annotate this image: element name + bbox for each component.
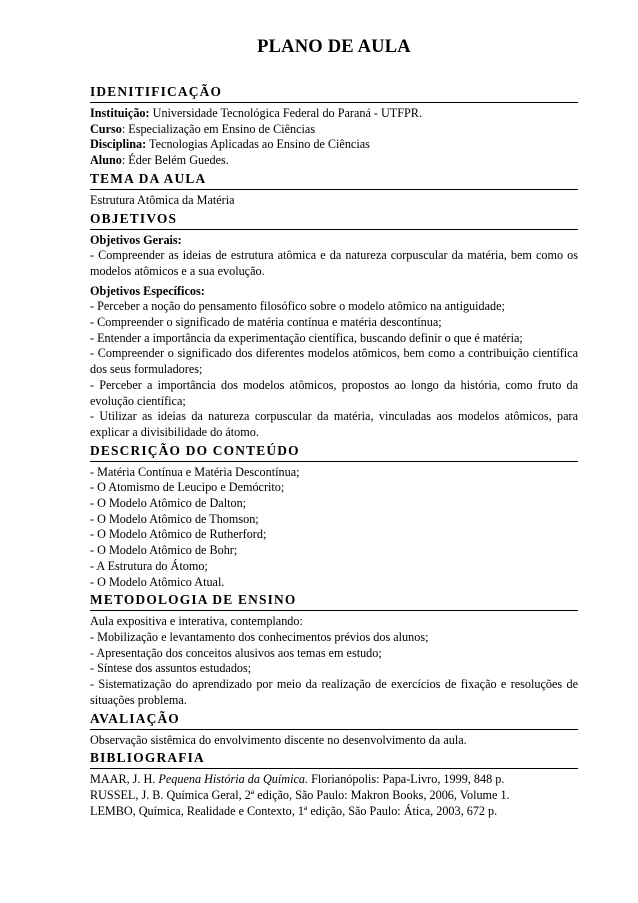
- section-heading-avaliacao: AVALIAÇÃO: [90, 711, 578, 730]
- curso-label: Curso: [90, 121, 122, 136]
- bibliografia-ref: RUSSEL, J. B. Química Geral, 2ª edição, São Paulo: Makron Books, 2006, Volume 1.: [90, 787, 510, 802]
- conteudo-item: - O Atomismo de Leucipo e Demócrito;: [90, 480, 285, 495]
- section-heading-bibliografia: BIBLIOGRAFIA: [90, 750, 578, 769]
- metodologia-item: - Sistematização do aprendizado por meio da realização de exercícios de fixação e resoluções de situações problema.: [90, 677, 578, 707]
- disciplina-value: Tecnologias Aplicadas ao Ensino de Ciências: [146, 137, 370, 152]
- objetivos-gerais-label: Objetivos Gerais:: [90, 232, 182, 247]
- conteudo-item: - O Modelo Atômico de Rutherford;: [90, 527, 267, 542]
- objetivo-especifico-item: - Perceber a importância dos modelos atômicos, propostos ao longo da história, como fruto da evolução científica;: [90, 377, 578, 408]
- instituicao-line: [90, 106, 578, 122]
- aluno-line: [90, 153, 578, 169]
- metodologia-item: - Apresentação dos conceitos alusivos aos temas em estudo;: [90, 645, 382, 660]
- aluno-label: Aluno: [90, 153, 122, 168]
- metodologia-item: - Mobilização e levantamento dos conhecimentos prévios dos alunos;: [90, 629, 429, 644]
- conteudo-item: - Matéria Contínua e Matéria Descontínua;: [90, 464, 300, 479]
- conteudo-item: - A Estrutura do Átomo;: [90, 558, 208, 573]
- ref1-author: MAAR, J. H.: [90, 772, 159, 787]
- curso-line: [90, 122, 578, 138]
- aluno-value: : Éder Belém Guedes.: [121, 153, 229, 168]
- conteudo-item: - O Modelo Atômico de Bohr;: [90, 543, 238, 558]
- objetivo-especifico-item: - Perceber a noção do pensamento filosófico sobre o modelo atômico na antiguidade;: [90, 299, 505, 314]
- objetivo-especifico-item: - Compreender o significado dos diferentes modelos atômicos, bem como a contribuição científica dos seus formuladores;: [90, 346, 578, 377]
- instituicao-value: Universidade Tecnológica Federal do Paraná - UTFPR.: [149, 106, 422, 120]
- disciplina-label: Disciplina:: [90, 137, 147, 152]
- section-heading-conteudo: DESCRIÇÃO DO CONTEÚDO: [90, 443, 578, 462]
- metodologia-item: - Síntese dos assuntos estudados;: [90, 661, 252, 676]
- conteudo-item: - O Modelo Atômico Atual.: [90, 574, 225, 589]
- objetivo-especifico-item: - Utilizar as ideias da natureza corpuscular da matéria, vinculadas aos modelos atômicos, para explicar a divisibilidade do átomo.: [90, 409, 578, 439]
- objetivos-gerais-text: - Compreender as ideias de estrutura atômica e da natureza corpuscular da matéria, bem como os modelos atômicos e a sua evolução.: [90, 248, 578, 278]
- lesson-plan-document: [90, 36, 578, 819]
- ref1-title: Pequena História da Química.: [158, 772, 309, 787]
- section-heading-tema: TEMA DA AULA: [90, 171, 578, 190]
- curso-value: : Especialização em Ensino de Ciências: [121, 121, 316, 136]
- objetivos-especificos-label: Objetivos Específicos:: [90, 283, 205, 298]
- instituicao-label: Instituição:: [90, 106, 150, 120]
- avaliacao-text: Observação sistêmica do envolvimento discente no desenvolvimento da aula.: [90, 732, 467, 747]
- conteudo-item: - O Modelo Atômico de Dalton;: [90, 496, 247, 511]
- objetivo-especifico-item: - Entender a importância da experimentação científica, buscando definir o que é matéria;: [90, 330, 523, 345]
- metodologia-item: Aula expositiva e interativa, contemplando:: [90, 614, 303, 629]
- section-heading-identificacao: IDENITIFICAÇÃO: [90, 84, 578, 103]
- bibliografia-ref: [90, 772, 578, 788]
- document-title: PLANO DE AULA: [257, 37, 411, 57]
- disciplina-line: [90, 137, 578, 153]
- bibliografia-ref: LEMBO, Química, Realidade e Contexto, 1ª edição, São Paulo: Ática, 2003, 672 p.: [90, 803, 498, 818]
- tema-text: Estrutura Atômica da Matéria: [90, 192, 235, 207]
- ref1-rest: Florianópolis: Papa-Livro, 1999, 848 p.: [308, 772, 505, 787]
- objetivo-especifico-item: - Compreender o significado de matéria contínua e matéria descontínua;: [90, 315, 442, 330]
- conteudo-item: - O Modelo Atômico de Thomson;: [90, 511, 259, 526]
- section-heading-objetivos: OBJETIVOS: [90, 211, 578, 230]
- section-heading-metodologia: METODOLOGIA DE ENSINO: [90, 592, 578, 611]
